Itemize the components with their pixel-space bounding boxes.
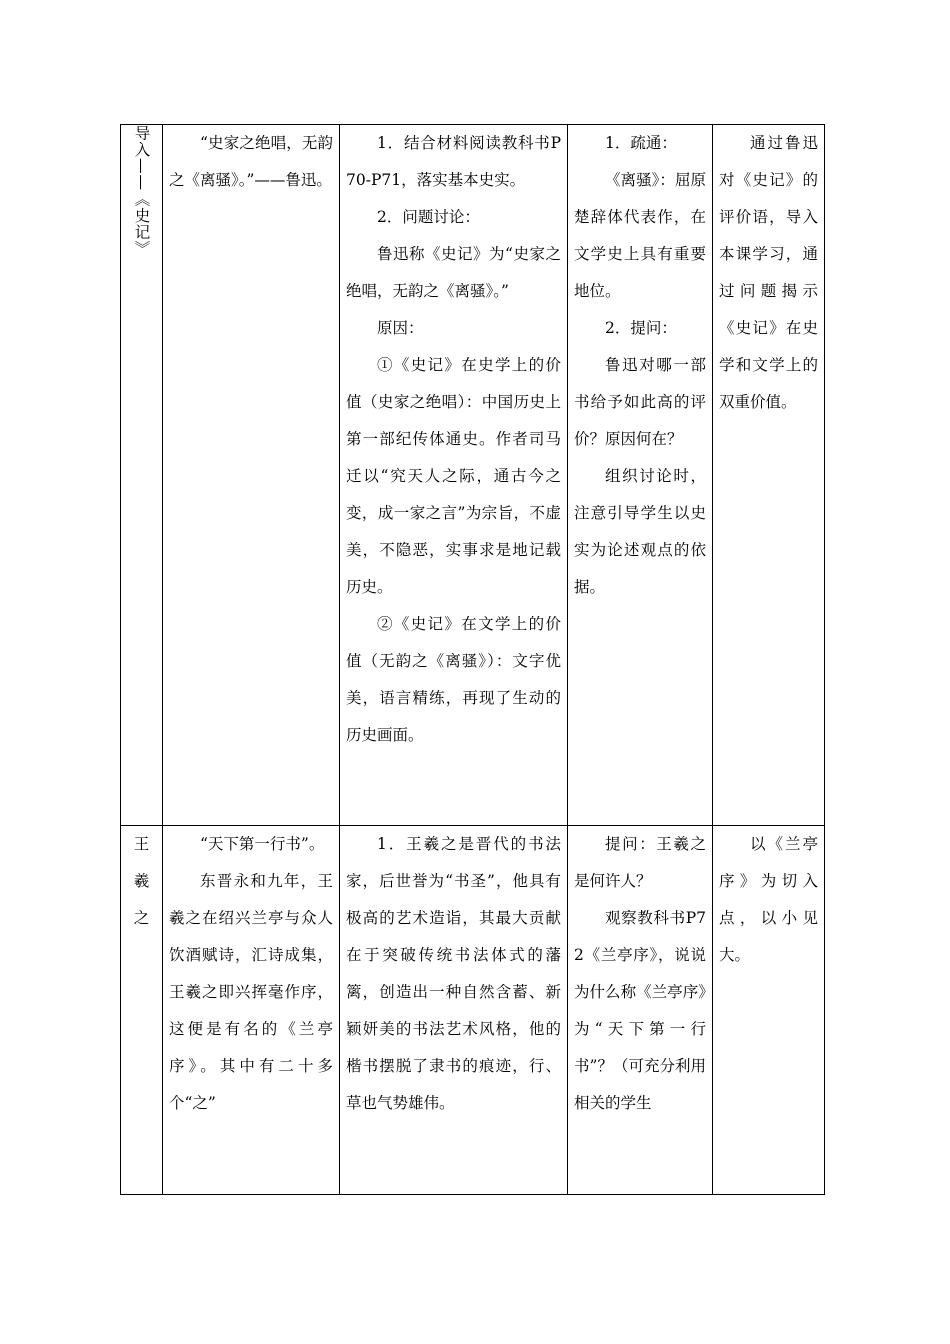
guidance-paragraph: 鲁迅对哪一部书给予如此高的评价？原因何在？	[574, 356, 706, 448]
content-paragraph: ①《史记》在史学上的价值（史家之绝唱）：中国历史上第一部纪传体通史。作者司马迁以“究天人之际，通古今之变，成一家之言”为宗旨，不虚美，不隐恶，实事求是地记载历史。	[346, 356, 561, 596]
content-paragraph: 鲁迅称《史记》为“史家之绝唱，无韵之《离骚》。”	[346, 245, 561, 300]
table-row	[121, 125, 825, 826]
content-cell	[340, 826, 568, 1195]
guidance-paragraph: 《离骚》：屈原楚辞体代表作，在文学史上具有重要地位。	[574, 171, 706, 300]
material-paragraph: “天下第一行书”。	[200, 835, 325, 853]
lesson-plan-table	[120, 124, 825, 1195]
intent-text: 通过鲁迅对《史记》的评价语，导入本课学习，通过问题揭示《史记》在史学和文学上的双重价值。	[719, 134, 818, 411]
guidance-paragraph: 2．提问：	[605, 319, 677, 337]
material-cell	[163, 826, 340, 1195]
content-paragraph: 1．结合材料阅读教科书P70-P71，落实基本史实。	[346, 134, 561, 189]
material-paragraph: 东晋永和九年，王羲之在绍兴兰亭与众人饮酒赋诗，汇诗成集，王羲之即兴挥毫作序，这便是有名的《兰亭序》。其中有二十多个“之”	[169, 872, 333, 1112]
content-paragraph: 2．问题讨论：	[377, 208, 480, 226]
content-paragraph: 原因：	[377, 319, 424, 337]
guidance-paragraph: 观察教科书P72《兰亭序》，说说为什么称《兰亭序》为“天下第一行书”？（可充分利用相关的学生	[574, 909, 706, 1112]
content-paragraph: 1．王羲之是晋代的书法家，后世誉为“书圣”，他具有极高的艺术造诣，其最大贡献在于突破传统书法体式的藩篱，创造出一种自然含蓄、新颖妍美的书法艺术风格，他的楷书摆脱了隶书的痕迹，行、草也气势雄伟。	[346, 835, 561, 1112]
material-text: “史家之绝唱，无韵之《离骚》。”——鲁迅。	[169, 134, 333, 189]
section-label-cell	[121, 826, 163, 1195]
intent-cell	[713, 826, 825, 1195]
intent-cell	[713, 125, 825, 826]
guidance-paragraph: 提问：王羲之是何许人？	[574, 835, 706, 890]
content-cell	[340, 125, 568, 826]
table-row	[121, 826, 825, 1195]
section-label: 王羲之	[133, 835, 150, 927]
guidance-paragraph: 组织讨论时，注意引导学生以史实为论述观点的依据。	[574, 467, 706, 596]
guidance-cell	[568, 125, 713, 826]
section-label-cell	[121, 125, 163, 826]
material-cell	[163, 125, 340, 826]
guidance-paragraph: 1．疏通：	[605, 134, 677, 152]
intent-text: 以《兰亭序》为切入点，以小见大。	[719, 835, 818, 964]
guidance-cell	[568, 826, 713, 1195]
section-label: 导入——《史记》	[132, 125, 151, 257]
content-paragraph: ②《史记》在文学上的价值（无韵之《离骚》）：文字优美，语言精练，再现了生动的历史画面。	[346, 615, 561, 744]
